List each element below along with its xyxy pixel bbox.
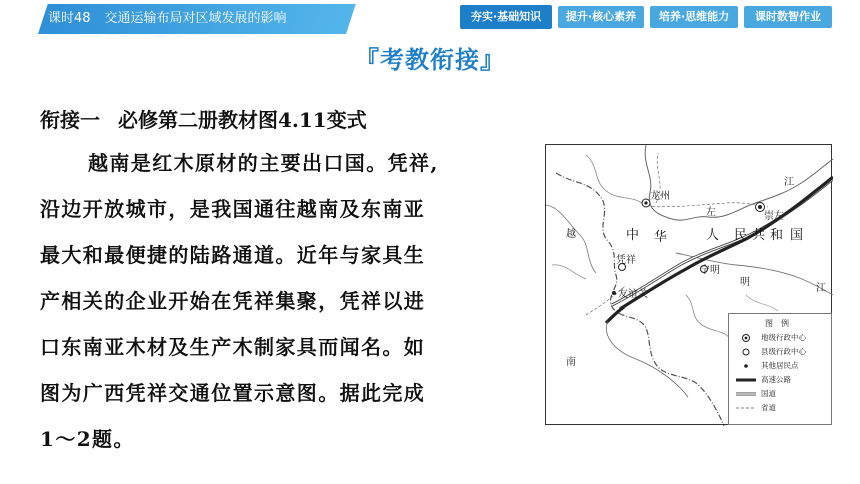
zuo-river bbox=[645, 145, 833, 220]
lesson-title bbox=[48, 8, 287, 30]
legend-row bbox=[735, 374, 831, 386]
passage-line: 越南是红木原材的主要出口国。凭祥, bbox=[88, 151, 439, 175]
river-label-zuo: 左 bbox=[706, 207, 716, 218]
label-chongzuo: 崇左 bbox=[764, 211, 784, 222]
legend-label: 国道 bbox=[761, 389, 776, 398]
lesson-number: 课时48 bbox=[48, 11, 91, 26]
circle-icon bbox=[735, 346, 757, 358]
double-line-icon bbox=[735, 388, 757, 400]
subheading-source: 必修第二册教材图4.11变式 bbox=[118, 108, 367, 132]
tab-core-literacy[interactable]: 提升·核心素养 bbox=[558, 6, 644, 28]
country-char: 共 bbox=[752, 228, 766, 243]
lesson-topic: 交通运输布局对区域发展的影响 bbox=[104, 11, 287, 26]
youyiguan-marker bbox=[612, 291, 616, 295]
legend-row bbox=[735, 388, 831, 400]
river-label-jiang: 江 bbox=[816, 283, 826, 294]
legend-label: 其他居民点 bbox=[761, 361, 799, 370]
thick-line-icon bbox=[735, 374, 757, 386]
stream bbox=[686, 295, 732, 341]
legend-row bbox=[735, 360, 831, 372]
country-char: 国 bbox=[790, 228, 804, 243]
country-char: 华 bbox=[654, 230, 668, 245]
subheading-label: 衔接一 bbox=[40, 108, 100, 132]
legend-row bbox=[735, 402, 831, 414]
longzhou-marker-center bbox=[644, 201, 647, 204]
pingxiang-traffic-map bbox=[545, 144, 832, 425]
passage-line: 最大和最便捷的陆路通道。近年与家具生 bbox=[40, 243, 426, 267]
country-char: 民 bbox=[734, 228, 748, 243]
label-pingxiang: 凭祥 bbox=[616, 255, 636, 266]
legend-label: 地级行政中心 bbox=[761, 333, 806, 342]
question-passage bbox=[40, 140, 540, 462]
section-heading: 『考教衔接』 bbox=[355, 45, 505, 74]
tab-foundation-knowledge[interactable]: 夯实·基础知识 bbox=[460, 5, 552, 29]
passage-line: 图为广西凭祥交通位置示意图。据此完成 bbox=[40, 381, 426, 405]
passage-line: 沿边开放城市，是我国通往越南及东南亚 bbox=[40, 197, 426, 221]
river-label-jiang: 江 bbox=[784, 177, 794, 188]
legend-label: 省道 bbox=[761, 403, 776, 412]
passage-line: 口东南亚木材及生产木制家具而闻名。如 bbox=[40, 335, 426, 359]
vietnam-char: 越 bbox=[566, 229, 576, 240]
stream bbox=[552, 265, 586, 279]
label-longzhou: 龙州 bbox=[650, 191, 670, 202]
river-branch bbox=[586, 155, 642, 203]
label-ningming: 宁明 bbox=[700, 265, 720, 276]
country-char: 人 bbox=[706, 228, 720, 243]
thin-line-icon bbox=[735, 402, 757, 414]
country-char: 和 bbox=[770, 228, 784, 243]
map-legend bbox=[728, 313, 832, 425]
country-char: 中 bbox=[626, 228, 640, 243]
double-circle-icon bbox=[735, 332, 757, 344]
top-header-bar bbox=[0, 0, 860, 36]
legend-title: 图例 bbox=[765, 319, 797, 328]
legend-row bbox=[735, 332, 831, 344]
stream bbox=[746, 295, 778, 311]
section-tabs bbox=[460, 6, 838, 30]
tab-homework[interactable]: 课时数智作业 bbox=[744, 6, 832, 28]
dot-icon bbox=[735, 360, 757, 372]
tab-thinking-ability[interactable]: 培养·思维能力 bbox=[650, 6, 738, 28]
question-subheading bbox=[40, 104, 367, 133]
chongzuo-marker-center bbox=[758, 205, 762, 209]
passage-line: 产相关的企业开始在凭祥集聚，凭祥以进 bbox=[40, 289, 426, 313]
legend-label: 县级行政中心 bbox=[761, 347, 806, 356]
legend-row bbox=[735, 346, 831, 358]
vietnam-char: 南 bbox=[566, 357, 576, 368]
passage-line: 1～2题。 bbox=[40, 427, 135, 451]
label-youyiguan: 友谊关 bbox=[618, 289, 648, 300]
river-label-ming: 明 bbox=[740, 277, 750, 288]
legend-label: 高速公路 bbox=[761, 375, 791, 384]
